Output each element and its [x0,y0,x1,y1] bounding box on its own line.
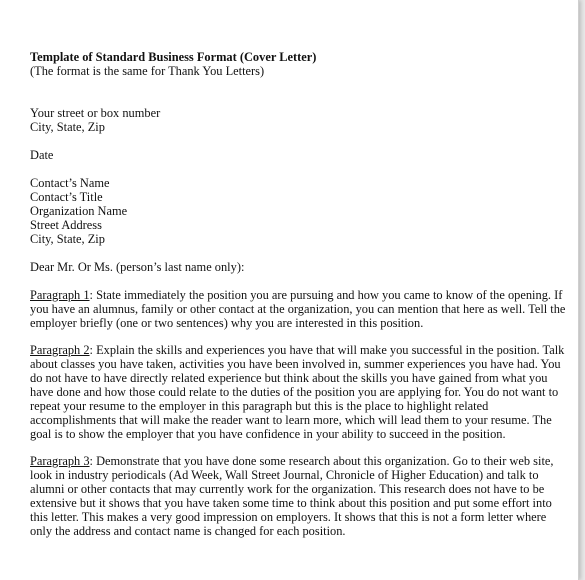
paragraph-line: accomplishments that will make the reader want to learn more, which will lead them to your resume. The [30,413,552,427]
sender-city-state-zip: City, State, Zip [30,120,105,134]
paragraph-line: goal is to show the employer that you have confidence in your ability to succeed in the position. [30,427,506,441]
recipient-name: Contact’s Name [30,176,110,190]
paragraph-1 [30,288,566,330]
sender-address [30,106,558,134]
document-subtitle: (The format is the same for Thank You Letters) [30,64,265,78]
salutation: Dear Mr. Or Ms. (person’s last name only): [30,260,245,274]
recipient-city-state-zip: City, State, Zip [30,232,105,246]
paragraph-2 [30,343,565,441]
paragraph-line: look in industry periodicals (Ad Week, Wall Street Journal, Chronicle of Higher Education) and talk to [30,468,539,482]
paragraph-line [30,454,558,468]
recipient-organization: Organization Name [30,204,128,218]
paragraph-line: alumni or other contacts that may currently work for the organization. This research does not have to be [30,482,545,496]
spacer [30,274,558,288]
document-title: Template of Standard Business Format (Cover Letter) [30,50,317,64]
paragraph-label: Paragraph 1 [30,288,90,302]
spacer [30,246,558,260]
paragraph-text: : Explain the skills and experiences you have that will make you successful in the position. Talk [89,343,565,357]
paragraph-line: about classes you have taken, activities you have been involved in, summer experiences you have had. You [30,357,561,371]
paragraph-line: extensive but it shows that you have taken some time to think about this position and put some effort into [30,496,552,510]
paragraph-label: Paragraph 2 [30,343,90,357]
sender-street: Your street or box number [30,106,161,120]
spacer [30,162,558,176]
recipient-title: Contact’s Title [30,190,103,204]
paragraph-line: do not have to have directly related experience but think about the skills you have gained from what you [30,371,548,385]
paragraph-text: : State immediately the position you are pursuing and how you came to know of the opening. If [89,288,563,302]
recipient-address [30,176,558,246]
recipient-street: Street Address [30,218,102,232]
spacer [30,92,558,106]
paragraph-line [30,288,563,302]
paragraph-line: employer briefly (one or two sentences) why you are interested in this position. [30,316,424,330]
letter-date: Date [30,148,54,162]
paragraph-line: have done and how those could relate to the duties of the position you are applying for. You do not want to [30,385,559,399]
spacer [30,441,558,454]
paragraph-3 [30,454,558,538]
paragraph-line [30,343,565,357]
paragraph-line: this letter. This makes a very good impression on employers. It shows that this is not a form letter where [30,510,547,524]
paragraph-line: you have an alumnus, family or other contact at the organization, you can mention that here as well. Tell the [30,302,566,316]
paragraph-text: : Demonstrate that you have done some research about this organization. Go to their web site, [89,454,554,468]
paragraph-label: Paragraph 3 [30,454,90,468]
spacer [30,134,558,148]
paragraph-line: repeat your resume to the employer in this paragraph but this is the place to highlight related [30,399,489,413]
spacer [30,78,558,92]
paragraph-line: only the address and contact name is changed for each position. [30,524,346,538]
document-content [30,50,566,538]
spacer [30,330,558,343]
